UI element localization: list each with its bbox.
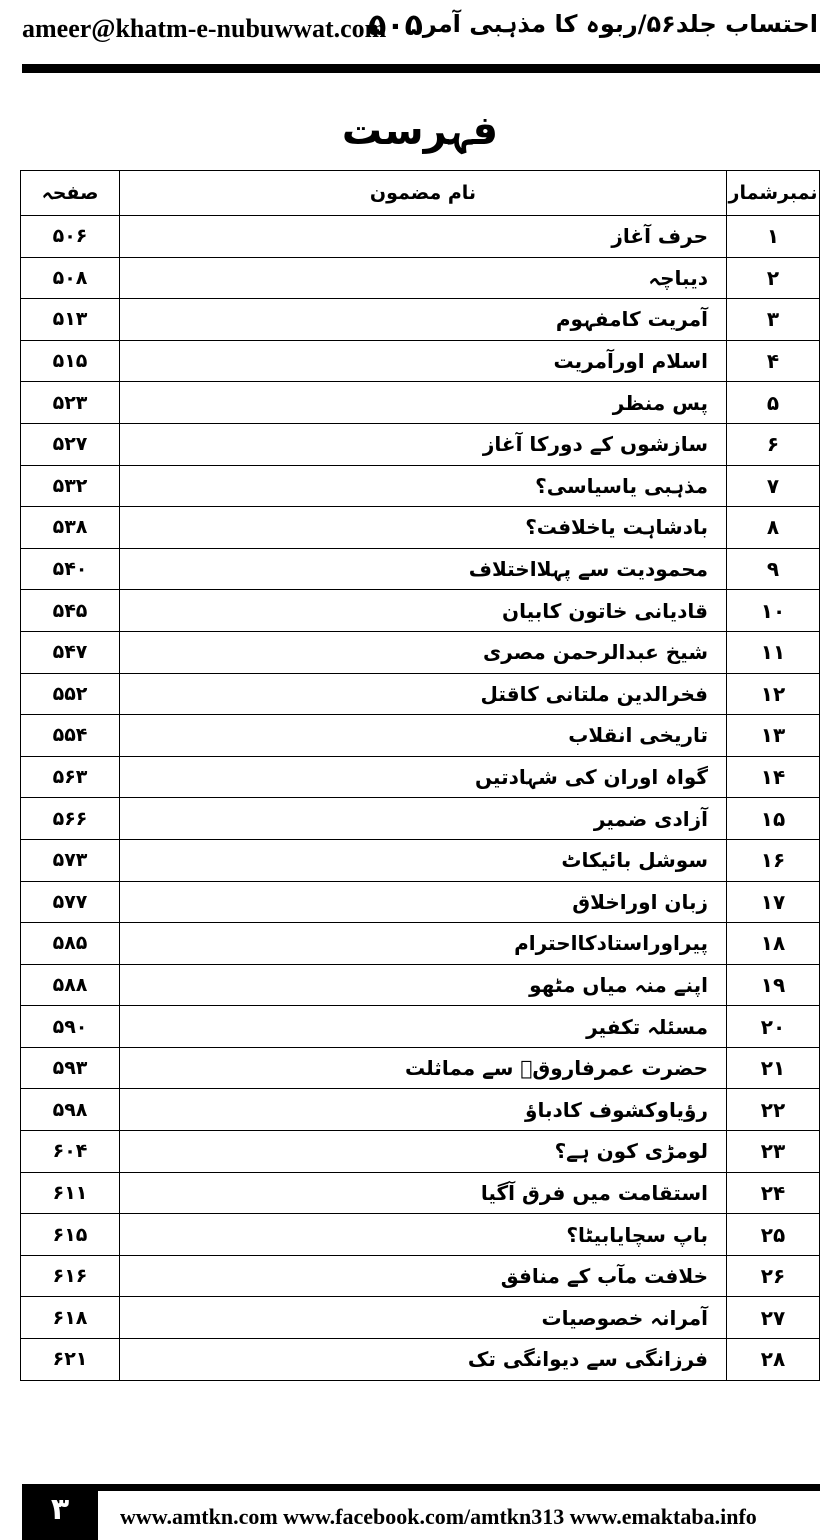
row-title: سوشل بائیکاٹ — [120, 839, 727, 881]
table-row — [21, 382, 820, 424]
row-number: ۱۶ — [727, 839, 820, 881]
table-row — [21, 923, 820, 965]
table-row — [21, 507, 820, 549]
page-header — [0, 0, 840, 80]
table-row — [21, 715, 820, 757]
row-page: ۵۶۳ — [21, 756, 120, 798]
row-page: ۵۹۳ — [21, 1047, 120, 1089]
row-number: ۲۱ — [727, 1047, 820, 1089]
table-row — [21, 1214, 820, 1256]
row-title: فرزانگی سے دیوانگی تک — [120, 1339, 727, 1381]
table-row — [21, 798, 820, 840]
row-page: ۵۶۶ — [21, 798, 120, 840]
table-row — [21, 881, 820, 923]
row-title: خلافت مآب کے منافق — [120, 1255, 727, 1297]
row-page: ۵۴۷ — [21, 631, 120, 673]
row-page: ۵۹۸ — [21, 1089, 120, 1131]
header-serial: نمبرشمار — [727, 171, 820, 216]
header-topic: نام مضمون — [120, 171, 727, 216]
row-number: ۶ — [727, 423, 820, 465]
row-number: ۹ — [727, 548, 820, 590]
row-page: ۵۳۲ — [21, 465, 120, 507]
row-title: دیباچہ — [120, 257, 727, 299]
table-header-row — [21, 171, 820, 216]
row-page: ۵۹۰ — [21, 1006, 120, 1048]
row-number: ۲۲ — [727, 1089, 820, 1131]
row-number: ۴ — [727, 340, 820, 382]
row-page: ۶۲۱ — [21, 1339, 120, 1381]
table-row — [21, 257, 820, 299]
row-title: لومڑی کون ہے؟ — [120, 1131, 727, 1173]
contents-table — [20, 170, 820, 1381]
row-page: ۶۱۱ — [21, 1172, 120, 1214]
row-title: رؤیاوکشوف کادباؤ — [120, 1089, 727, 1131]
row-title: استقامت میں فرق آگیا — [120, 1172, 727, 1214]
table-row — [21, 548, 820, 590]
row-title: گواہ اوران کی شہادتیں — [120, 756, 727, 798]
row-number: ۱۰ — [727, 590, 820, 632]
row-page: ۵۵۲ — [21, 673, 120, 715]
table-row — [21, 756, 820, 798]
row-number: ۱۴ — [727, 756, 820, 798]
table-row — [21, 1047, 820, 1089]
row-title: مذہبی یاسیاسی؟ — [120, 465, 727, 507]
row-title: باپ سچایابیٹا؟ — [120, 1214, 727, 1256]
header-divider — [22, 64, 820, 73]
table-row — [21, 839, 820, 881]
row-title: تاریخی انقلاب — [120, 715, 727, 757]
row-title: اپنے منہ میاں مٹھو — [120, 964, 727, 1006]
table-row — [21, 631, 820, 673]
row-number: ۱۲ — [727, 673, 820, 715]
row-page: ۵۵۴ — [21, 715, 120, 757]
row-number: ۱ — [727, 216, 820, 258]
row-number: ۲۳ — [727, 1131, 820, 1173]
row-page: ۵۳۸ — [21, 507, 120, 549]
header-email: ameer@khatm-e-nubuwwat.com — [22, 14, 387, 43]
row-title: فخرالدین ملتانی کاقتل — [120, 673, 727, 715]
row-title: زبان اوراخلاق — [120, 881, 727, 923]
table-row — [21, 1339, 820, 1381]
table-row — [21, 1172, 820, 1214]
table-row — [21, 1297, 820, 1339]
footer-links: www.amtkn.com www.facebook.com/amtkn313 www.emaktaba.info — [120, 1504, 757, 1529]
row-page: ۵۱۵ — [21, 340, 120, 382]
row-page: ۵۴۰ — [21, 548, 120, 590]
row-page: ۵۲۳ — [21, 382, 120, 424]
row-title: پس منظر — [120, 382, 727, 424]
row-number: ۱۹ — [727, 964, 820, 1006]
row-number: ۱۸ — [727, 923, 820, 965]
row-page: ۶۱۵ — [21, 1214, 120, 1256]
footer-divider — [22, 1484, 820, 1491]
row-page: ۶۱۸ — [21, 1297, 120, 1339]
row-title: حرف آغاز — [120, 216, 727, 258]
table-row — [21, 340, 820, 382]
table-row — [21, 423, 820, 465]
header-page-number: ۵۰۵ — [368, 8, 423, 43]
row-title: اسلام اورآمریت — [120, 340, 727, 382]
row-number: ۱۵ — [727, 798, 820, 840]
row-number: ۳ — [727, 299, 820, 341]
row-page: ۵۴۵ — [21, 590, 120, 632]
row-page: ۵۸۵ — [21, 923, 120, 965]
table-row — [21, 1006, 820, 1048]
table-row — [21, 299, 820, 341]
row-title: سازشوں کے دورکا آغاز — [120, 423, 727, 465]
table-row — [21, 673, 820, 715]
row-title: آزادی ضمیر — [120, 798, 727, 840]
row-page: ۵۷۷ — [21, 881, 120, 923]
row-number: ۷ — [727, 465, 820, 507]
row-number: ۲۶ — [727, 1255, 820, 1297]
row-number: ۲۵ — [727, 1214, 820, 1256]
row-number: ۱۳ — [727, 715, 820, 757]
table-row — [21, 465, 820, 507]
table-row — [21, 1131, 820, 1173]
row-page: ۵۱۳ — [21, 299, 120, 341]
row-number: ۲ — [727, 257, 820, 299]
row-page: ۶۱۶ — [21, 1255, 120, 1297]
row-number: ۲۸ — [727, 1339, 820, 1381]
table-row — [21, 964, 820, 1006]
footer-page-label: ۳ — [22, 1484, 98, 1540]
page-footer — [0, 1484, 840, 1540]
row-title: آمرانہ خصوصیات — [120, 1297, 727, 1339]
row-page: ۵۷۳ — [21, 839, 120, 881]
row-title: آمریت کامفہوم — [120, 299, 727, 341]
row-page: ۵۰۶ — [21, 216, 120, 258]
table-row — [21, 590, 820, 632]
row-title: بادشاہت یاخلافت؟ — [120, 507, 727, 549]
page-title: فہرست — [341, 108, 499, 154]
row-title: حضرت عمرفاروقؓ سے مماثلت — [120, 1047, 727, 1089]
header-page: صفحہ — [21, 171, 120, 216]
header-book-title: احتساب جلد۵۶/ربوہ کا مذہبی آمر — [422, 10, 818, 38]
table-row — [21, 1089, 820, 1131]
row-title: مسئلہ تکفیر — [120, 1006, 727, 1048]
row-page: ۵۲۷ — [21, 423, 120, 465]
row-title: محمودیت سے پہلااختلاف — [120, 548, 727, 590]
row-page: ۵۰۸ — [21, 257, 120, 299]
row-page: ۶۰۴ — [21, 1131, 120, 1173]
row-number: ۱۱ — [727, 631, 820, 673]
table-row — [21, 216, 820, 258]
row-page: ۵۸۸ — [21, 964, 120, 1006]
table-body — [21, 216, 820, 1381]
row-title: پیراوراستادکااحترام — [120, 923, 727, 965]
row-title: قادیانی خاتون کابیان — [120, 590, 727, 632]
table-row — [21, 1255, 820, 1297]
row-number: ۲۷ — [727, 1297, 820, 1339]
row-title: شیخ عبدالرحمن مصری — [120, 631, 727, 673]
row-number: ۸ — [727, 507, 820, 549]
row-number: ۲۴ — [727, 1172, 820, 1214]
row-number: ۵ — [727, 382, 820, 424]
row-number: ۲۰ — [727, 1006, 820, 1048]
row-number: ۱۷ — [727, 881, 820, 923]
